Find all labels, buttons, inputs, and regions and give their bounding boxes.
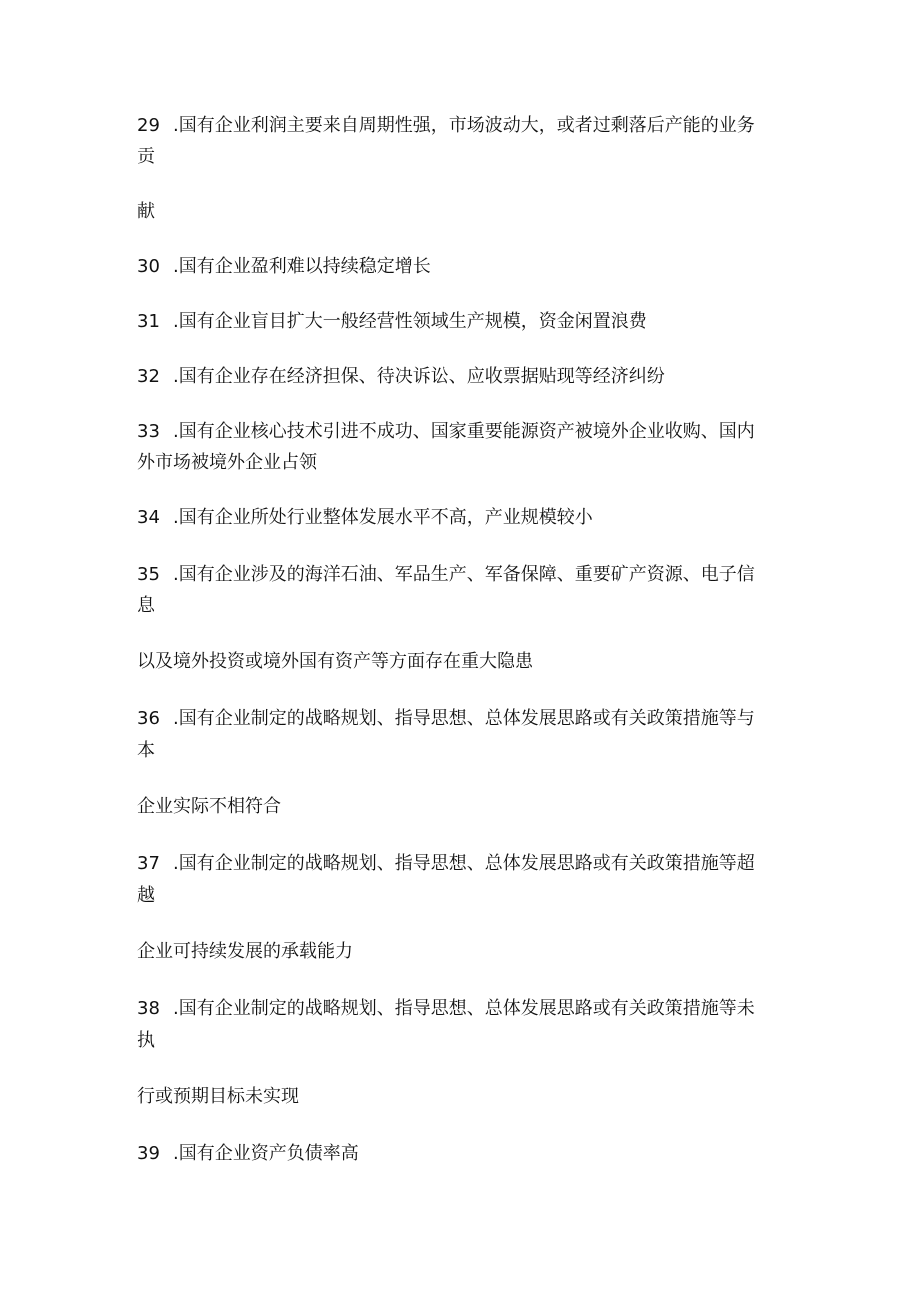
item-29-line-2: 贡	[137, 146, 155, 167]
item-38-line-1	[137, 998, 755, 1020]
item-31-number: 31	[137, 311, 160, 332]
item-29-number: 29	[137, 115, 160, 136]
item-38-line-2: 执	[137, 1030, 155, 1051]
item-32-line-1	[137, 366, 665, 388]
item-35-number: 35	[137, 564, 160, 585]
item-38-number: 38	[137, 998, 160, 1019]
item-39-number: 39	[137, 1143, 160, 1164]
item-33-text: .国有企业核心技术引进不成功、国家重要能源资产被境外企业收购、国内	[173, 421, 755, 442]
item-33-number: 33	[137, 421, 160, 442]
item-35-line-3: 以及境外投资或境外国有资产等方面存在重大隐患	[137, 651, 533, 672]
item-37-line-2: 越	[137, 885, 155, 906]
item-30-number: 30	[137, 256, 160, 277]
item-30-text: .国有企业盈利难以持续稳定增长	[173, 256, 431, 277]
item-35-line-2: 息	[137, 595, 155, 616]
item-39-text: .国有企业资产负债率高	[173, 1143, 359, 1164]
item-29-line-3: 献	[137, 201, 155, 222]
item-36-line-1	[137, 708, 755, 730]
item-31-line-1	[137, 311, 647, 333]
item-35-text: .国有企业涉及的海洋石油、军品生产、军备保障、重要矿产资源、电子信	[173, 564, 755, 585]
item-37-text: .国有企业制定的战略规划、指导思想、总体发展思路或有关政策措施等超	[173, 853, 755, 874]
item-33-line-2: 外市场被境外企业占领	[137, 452, 317, 473]
item-37-line-3: 企业可持续发展的承载能力	[137, 941, 353, 962]
item-37-line-1	[137, 853, 755, 875]
item-39-line-1	[137, 1143, 359, 1165]
item-34-number: 34	[137, 507, 160, 528]
item-30-line-1	[137, 256, 431, 278]
item-38-line-3: 行或预期目标未实现	[137, 1086, 299, 1107]
item-29-line-1	[137, 115, 755, 137]
item-37-number: 37	[137, 853, 160, 874]
item-36-line-3: 企业实际不相符合	[137, 796, 281, 817]
item-33-line-1	[137, 421, 755, 443]
item-36-text: .国有企业制定的战略规划、指导思想、总体发展思路或有关政策措施等与	[173, 708, 755, 729]
item-34-text: .国有企业所处行业整体发展水平不高，产业规模较小	[173, 507, 593, 528]
item-32-number: 32	[137, 366, 160, 387]
item-32-text: .国有企业存在经济担保、待决诉讼、应收票据贴现等经济纠纷	[173, 366, 665, 387]
item-31-text: .国有企业盲目扩大一般经营性领域生产规模，资金闲置浪费	[173, 311, 647, 332]
item-34-line-1	[137, 507, 593, 529]
item-29-text: .国有企业利润主要来自周期性强，市场波动大，或者过剩落后产能的业务	[173, 115, 755, 136]
item-36-line-2: 本	[137, 740, 155, 761]
item-36-number: 36	[137, 708, 160, 729]
item-38-text: .国有企业制定的战略规划、指导思想、总体发展思路或有关政策措施等未	[173, 998, 755, 1019]
item-35-line-1	[137, 564, 755, 586]
